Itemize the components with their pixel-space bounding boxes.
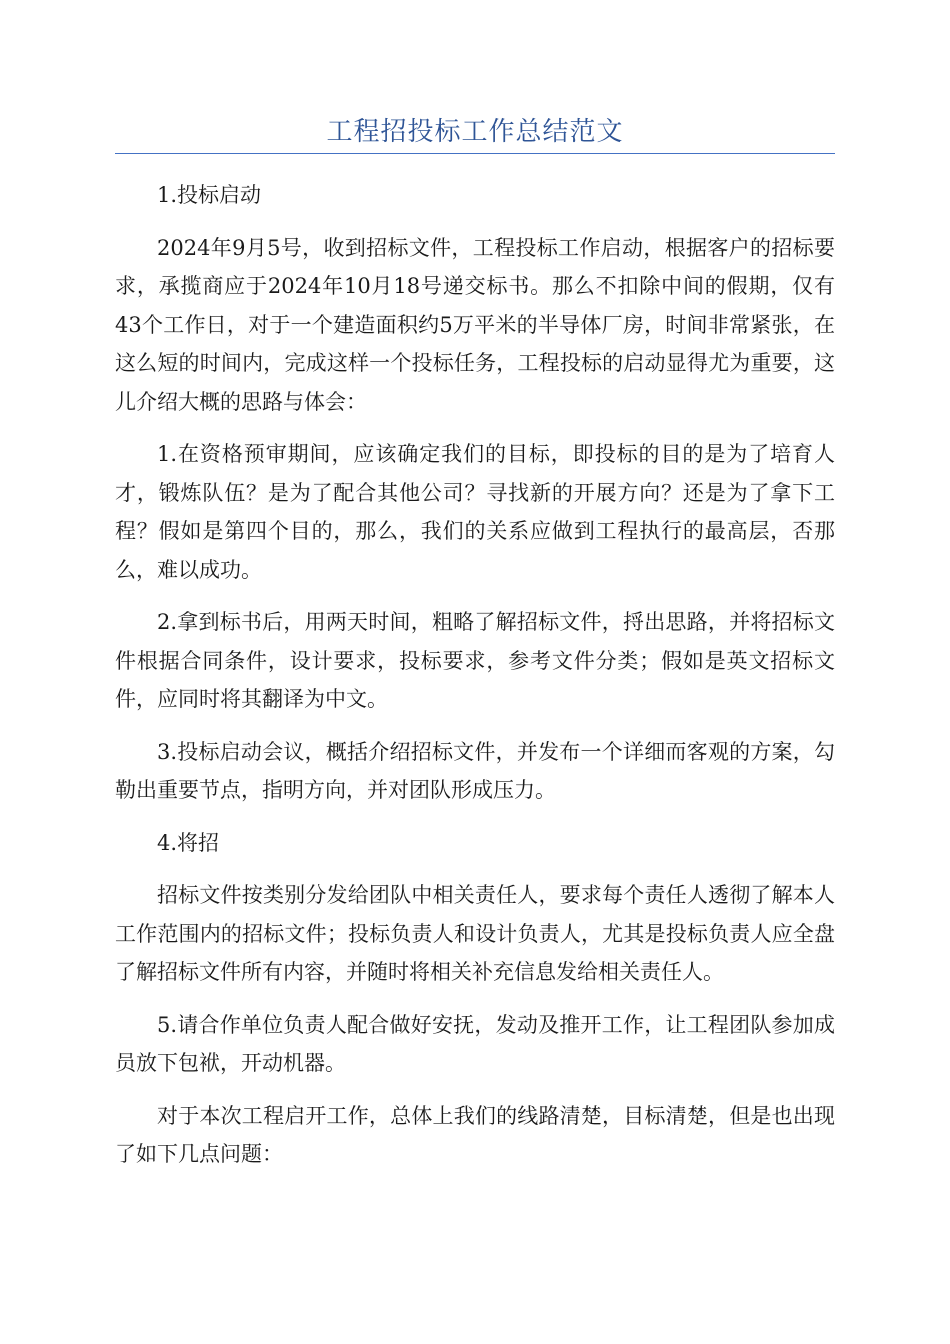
- paragraph-problems: 对于本次工程启开工作，总体上我们的线路清楚，目标清楚，但是也出现了如下几点问题：: [115, 1103, 835, 1166]
- list-item-3: 3.投标启动会议，概括介绍招标文件，并发布一个详细而客观的方案，勾勒出重要节点，指明方向，并对团队形成压力。: [115, 739, 835, 802]
- document-title: 工程招投标工作总结范文: [326, 117, 624, 147]
- document-body: [115, 176, 835, 1188]
- list-item-1: 1.在资格预审期间，应该确定我们的目标，即投标的目的是为了培育人才，锻炼队伍？是为了配合其他公司？寻找新的开展方向？还是为了拿下工程？假如是第四个目的，那么，我们的关系应做到工程执行的最高层，否那么，难以成功。: [115, 442, 835, 582]
- list-item-2: 2.拿到标书后，用两天时间，粗略了解招标文件，捋出思路，并将招标文件根据合同条件，设计要求，投标要求，参考文件分类；假如是英文招标文件，应同时将其翻译为中文。: [115, 610, 835, 711]
- list-item-4: 4.将招: [157, 830, 220, 855]
- section-heading-launch: 1.投标启动: [157, 183, 262, 207]
- paragraph-intro: 2024年9月5号，收到招标文件，工程投标工作启动，根据客户的招标要求，承揽商应于2024年10月18号递交标书。那么不扣除中间的假期，仅有43个工作日，对于一个建造面积约5万平米的半导体厂房，时间非常紧张，在这么短的时间内，完成这样一个投标任务，工程投标的启动显得尤为重要，这儿介绍大概的思路与体会：: [115, 235, 835, 414]
- paragraph-distribution: 招标文件按类别分发给团队中相关责任人，要求每个责任人透彻了解本人工作范围内的招标文件；投标负责人和设计负责人，尤其是投标负责人应全盘了解招标文件所有内容，并随时将相关补充信息发给相关责任人。: [115, 883, 835, 984]
- list-item-5: 5.请合作单位负责人配合做好安抚，发动及推开工作，让工程团队参加成员放下包袱，开动机器。: [115, 1012, 835, 1075]
- title-underline: [115, 153, 835, 154]
